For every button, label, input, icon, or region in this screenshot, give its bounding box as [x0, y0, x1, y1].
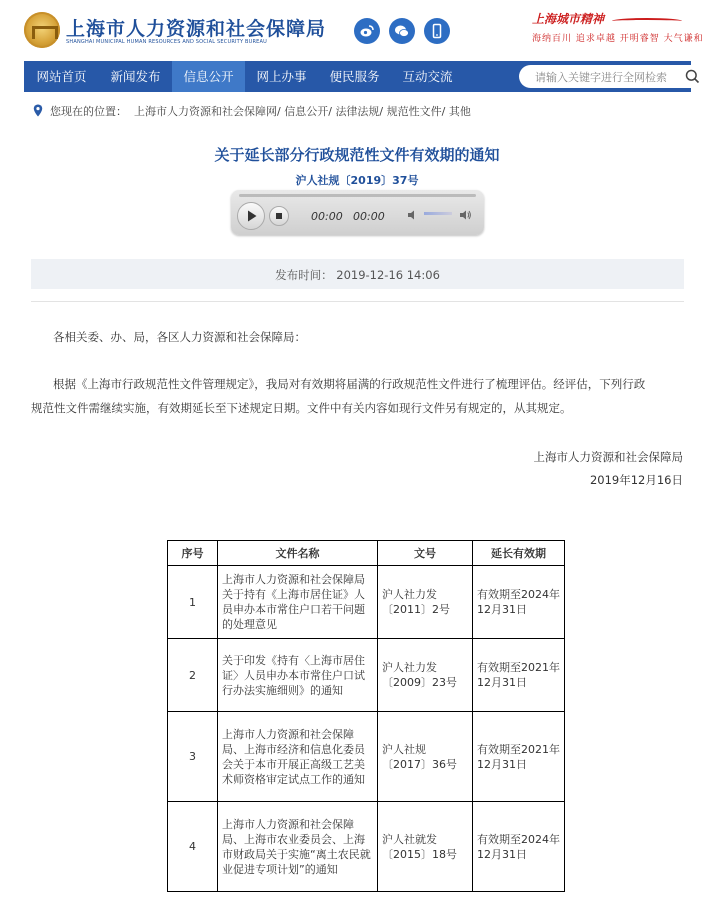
row-doc-name: 上海市人力资源和社会保障局、上海市农业委员会、上海市财政局关于实施“离土农民就业促进专项计划”的通知	[218, 802, 378, 892]
row-doc-name: 上海市人力资源和社会保障局、上海市经济和信息化委员会关于本市开展正高级工艺美术师资格审定试点工作的通知	[218, 712, 378, 802]
volume-slider[interactable]	[424, 212, 452, 215]
row-doc-name: 关于印发《持有〈上海市居住证〉人员申办本市常住户口试行办法实施细则》的通知	[218, 639, 378, 712]
row-doc-code: 沪人社力发〔2011〕2号	[378, 566, 473, 639]
table-row	[168, 566, 565, 639]
header-no: 序号	[168, 541, 218, 566]
breadcrumb-laws[interactable]: 法律法规/	[335, 105, 384, 118]
site-name-en: SHANGHAI MUNICIPAL HUMAN RESOURCES AND SOCIAL SECURITY BUREAU	[66, 39, 267, 45]
header-validity: 延长有效期	[473, 541, 565, 566]
play-icon	[238, 203, 264, 229]
city-spirit-subtitle: 海纳百川 追求卓越 开明睿智 大气谦和	[532, 34, 704, 44]
wechat-icon[interactable]	[389, 18, 415, 44]
site-name[interactable]: 上海市人力资源和社会保障局	[66, 18, 327, 40]
row-no: 2	[168, 639, 218, 712]
publish-info-bar	[31, 259, 684, 289]
row-doc-code: 沪人社规〔2017〕36号	[378, 712, 473, 802]
row-no: 3	[168, 712, 218, 802]
publish-label: 发布时间：	[275, 268, 333, 282]
nav-item-convenience[interactable]: 便民服务	[329, 69, 380, 84]
mute-icon[interactable]	[407, 209, 419, 221]
breadcrumb-other[interactable]: 其他	[448, 105, 471, 118]
player-current-time: 00:00	[311, 210, 343, 223]
spirit-swoosh	[612, 18, 682, 24]
signature: 上海市人力资源和社会保障局	[533, 450, 683, 464]
nav-item-online-services[interactable]: 网上办事	[256, 69, 307, 84]
publish-info	[31, 267, 684, 283]
nav-item-home[interactable]: 网站首页	[36, 69, 87, 84]
signature-date: 2019年12月16日	[589, 473, 683, 487]
player-duration: 00:00	[353, 210, 385, 223]
volume-max-icon[interactable]	[459, 209, 472, 221]
breadcrumb-normative-docs[interactable]: 规范性文件/	[386, 105, 446, 118]
header-doc-code: 文号	[378, 541, 473, 566]
breadcrumb	[50, 103, 471, 119]
breadcrumb-prefix: 您现在的位置：	[50, 105, 127, 118]
row-doc-name: 上海市人力资源和社会保障局关于持有《上海市居住证》人员申办本市常住户口若干问题的处理意见	[218, 566, 378, 639]
player-progress-track[interactable]	[239, 194, 476, 197]
search-box	[519, 65, 711, 88]
row-validity: 有效期至2021年12月31日	[473, 639, 565, 712]
row-doc-code: 沪人社力发〔2009〕23号	[378, 639, 473, 712]
salutation: 各相关委、办、局，各区人力资源和社会保障局：	[53, 330, 306, 344]
row-validity: 有效期至2024年12月31日	[473, 566, 565, 639]
nav-item-info-disclosure[interactable]: 信息公开	[172, 61, 245, 92]
document-table	[167, 540, 565, 892]
weibo-icon[interactable]	[354, 18, 380, 44]
stop-button[interactable]	[269, 206, 289, 226]
publish-time: 2019-12-16 14:06	[336, 268, 440, 282]
city-spirit-title: 上海城市精神	[532, 12, 605, 26]
table-row	[168, 802, 565, 892]
table-row	[168, 712, 565, 802]
site-header	[0, 0, 714, 60]
table-row	[168, 639, 565, 712]
row-validity: 有效期至2021年12月31日	[473, 712, 565, 802]
page-title: 关于延长部分行政规范性文件有效期的通知	[214, 146, 500, 164]
search-input[interactable]	[533, 68, 677, 86]
row-no: 4	[168, 802, 218, 892]
breadcrumb-home[interactable]: 上海市人力资源和社会保障网/	[134, 105, 281, 118]
row-no: 1	[168, 566, 218, 639]
document-number: 沪人社规〔2019〕37号	[295, 174, 419, 187]
body-paragraph-line1: 根据《上海市行政规范性文件管理规定》，我局对有效期将届满的行政规范性文件进行了梳理评估。经评估，下列行政	[53, 377, 646, 391]
mobile-icon[interactable]	[424, 18, 450, 44]
content-divider	[31, 301, 684, 302]
location-pin-icon	[33, 104, 43, 117]
body-paragraph-line2: 规范性文件需继续实施，有效期延长至下述规定日期。文件中有关内容如现行文件另有规定的，从其规定。	[31, 401, 572, 415]
nav-item-interaction[interactable]: 互动交流	[402, 69, 453, 84]
table-header-row	[168, 541, 565, 566]
header-doc-name: 文件名称	[218, 541, 378, 566]
row-validity: 有效期至2024年12月31日	[473, 802, 565, 892]
search-icon[interactable]	[685, 69, 700, 84]
row-doc-code: 沪人社就发〔2015〕18号	[378, 802, 473, 892]
bureau-emblem-icon[interactable]	[24, 12, 60, 48]
play-button[interactable]	[237, 202, 265, 230]
stop-icon	[270, 207, 288, 225]
breadcrumb-info-disclosure[interactable]: 信息公开/	[284, 105, 332, 118]
main-nav	[24, 61, 691, 92]
nav-item-news[interactable]: 新闻发布	[110, 69, 161, 84]
